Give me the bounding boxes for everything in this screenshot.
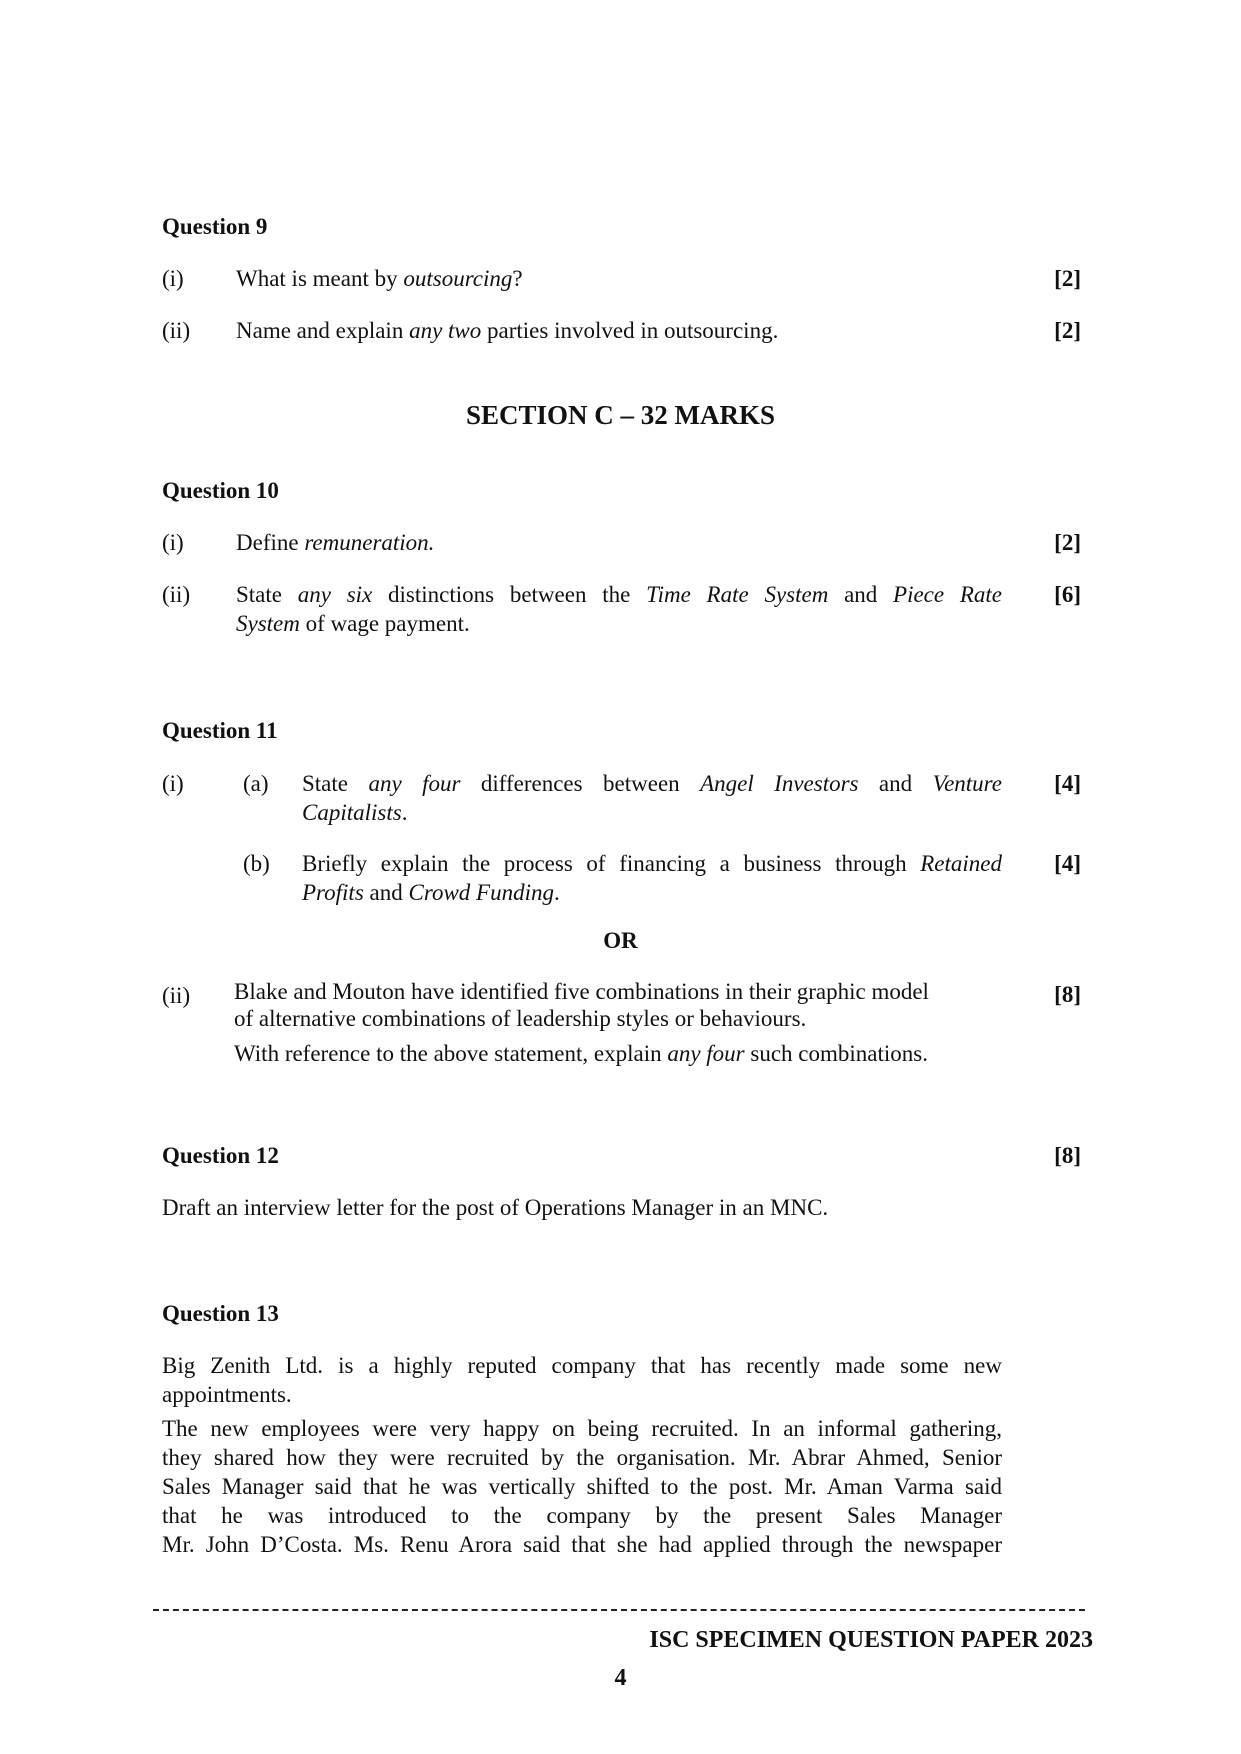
q12-text: Draft an interview letter for the post of Operations Manager in an MNC. xyxy=(162,1195,829,1220)
q10-part-i-marks: [2] xyxy=(1054,530,1081,555)
q10-part-ii-marks: [6] xyxy=(1054,582,1081,607)
q13-paragraph-2-line: The new employees were very happy on being recruited. In an informal gathering, xyxy=(162,1416,1002,1441)
q9-part-i-text: What is meant by outsourcing? xyxy=(236,266,523,291)
q13-paragraph-2-line: that he was introduced to the company by the present Sales Manager xyxy=(162,1503,1002,1528)
q11-part-ii-line-1: Blake and Mouton have identified five combinations in their graphic model xyxy=(234,979,929,1004)
q13-paragraph-1-line-1: Big Zenith Ltd. is a highly reputed company that has recently made some new xyxy=(162,1353,1002,1378)
q11-part-ii-marks: [8] xyxy=(1054,982,1081,1007)
page-number: 4 xyxy=(614,1665,627,1691)
q10-part-ii-line-1: State any six distinctions between the Time Rate System and Piece Rate xyxy=(236,582,1002,607)
footer-paper-title: ISC SPECIMEN QUESTION PAPER 2023 xyxy=(649,1627,1093,1653)
q11-part-a-line-2: Capitalists. xyxy=(302,800,408,825)
q11-part-a-line-1: State any four differences between Angel Investors and Venture xyxy=(302,771,1002,796)
q11-part-b-line-1: Briefly explain the process of financing a business through Retained xyxy=(302,851,1002,876)
q9-part-i-marks: [2] xyxy=(1054,266,1081,291)
q11-part-b-number: (b) xyxy=(243,851,270,876)
q10-part-ii-line-2: System of wage payment. xyxy=(236,611,470,636)
section-c-title: SECTION C – 32 MARKS xyxy=(465,400,776,430)
question-9-heading: Question 9 xyxy=(162,214,268,239)
q11-part-b-marks: [4] xyxy=(1054,851,1081,876)
q11-part-a-number: (a) xyxy=(243,771,269,796)
q12-marks: [8] xyxy=(1054,1143,1081,1168)
q10-part-i-text: Define remuneration. xyxy=(236,530,435,555)
q10-part-ii-number: (ii) xyxy=(162,582,191,607)
question-13-heading: Question 13 xyxy=(162,1301,279,1326)
q11-part-ii-number: (ii) xyxy=(162,983,191,1008)
q11-part-a-marks: [4] xyxy=(1054,771,1081,796)
q13-paragraph-2-line: Mr. John D’Costa. Ms. Renu Arora said that she had applied through the newspaper xyxy=(162,1532,1002,1557)
q9-part-ii-marks: [2] xyxy=(1054,318,1081,343)
footer-divider xyxy=(153,1609,1085,1611)
question-12-heading: Question 12 xyxy=(162,1143,279,1168)
question-10-heading: Question 10 xyxy=(162,478,279,503)
q13-paragraph-1-line-2: appointments. xyxy=(162,1382,292,1407)
q13-paragraph-2-line: they shared how they were recruited by the organisation. Mr. Abrar Ahmed, Senior xyxy=(162,1445,1002,1470)
q11-part-ii-line-2: of alternative combinations of leadership styles or behaviours. xyxy=(234,1006,807,1031)
or-separator: OR xyxy=(603,928,638,953)
q11-part-b-line-2: Profits and Crowd Funding. xyxy=(302,880,560,905)
q9-part-ii-text: Name and explain any two parties involved in outsourcing. xyxy=(236,318,779,343)
q11-part-ii-line-3: With reference to the above statement, explain any four such combinations. xyxy=(234,1041,928,1066)
q9-part-i-number: (i) xyxy=(162,266,184,291)
q13-paragraph-2-line: Sales Manager said that he was vertically shifted to the post. Mr. Aman Varma said xyxy=(162,1474,1002,1499)
q10-part-i-number: (i) xyxy=(162,530,184,555)
q11-part-i-number: (i) xyxy=(162,771,184,796)
question-11-heading: Question 11 xyxy=(162,718,278,743)
q9-part-ii-number: (ii) xyxy=(162,318,191,343)
